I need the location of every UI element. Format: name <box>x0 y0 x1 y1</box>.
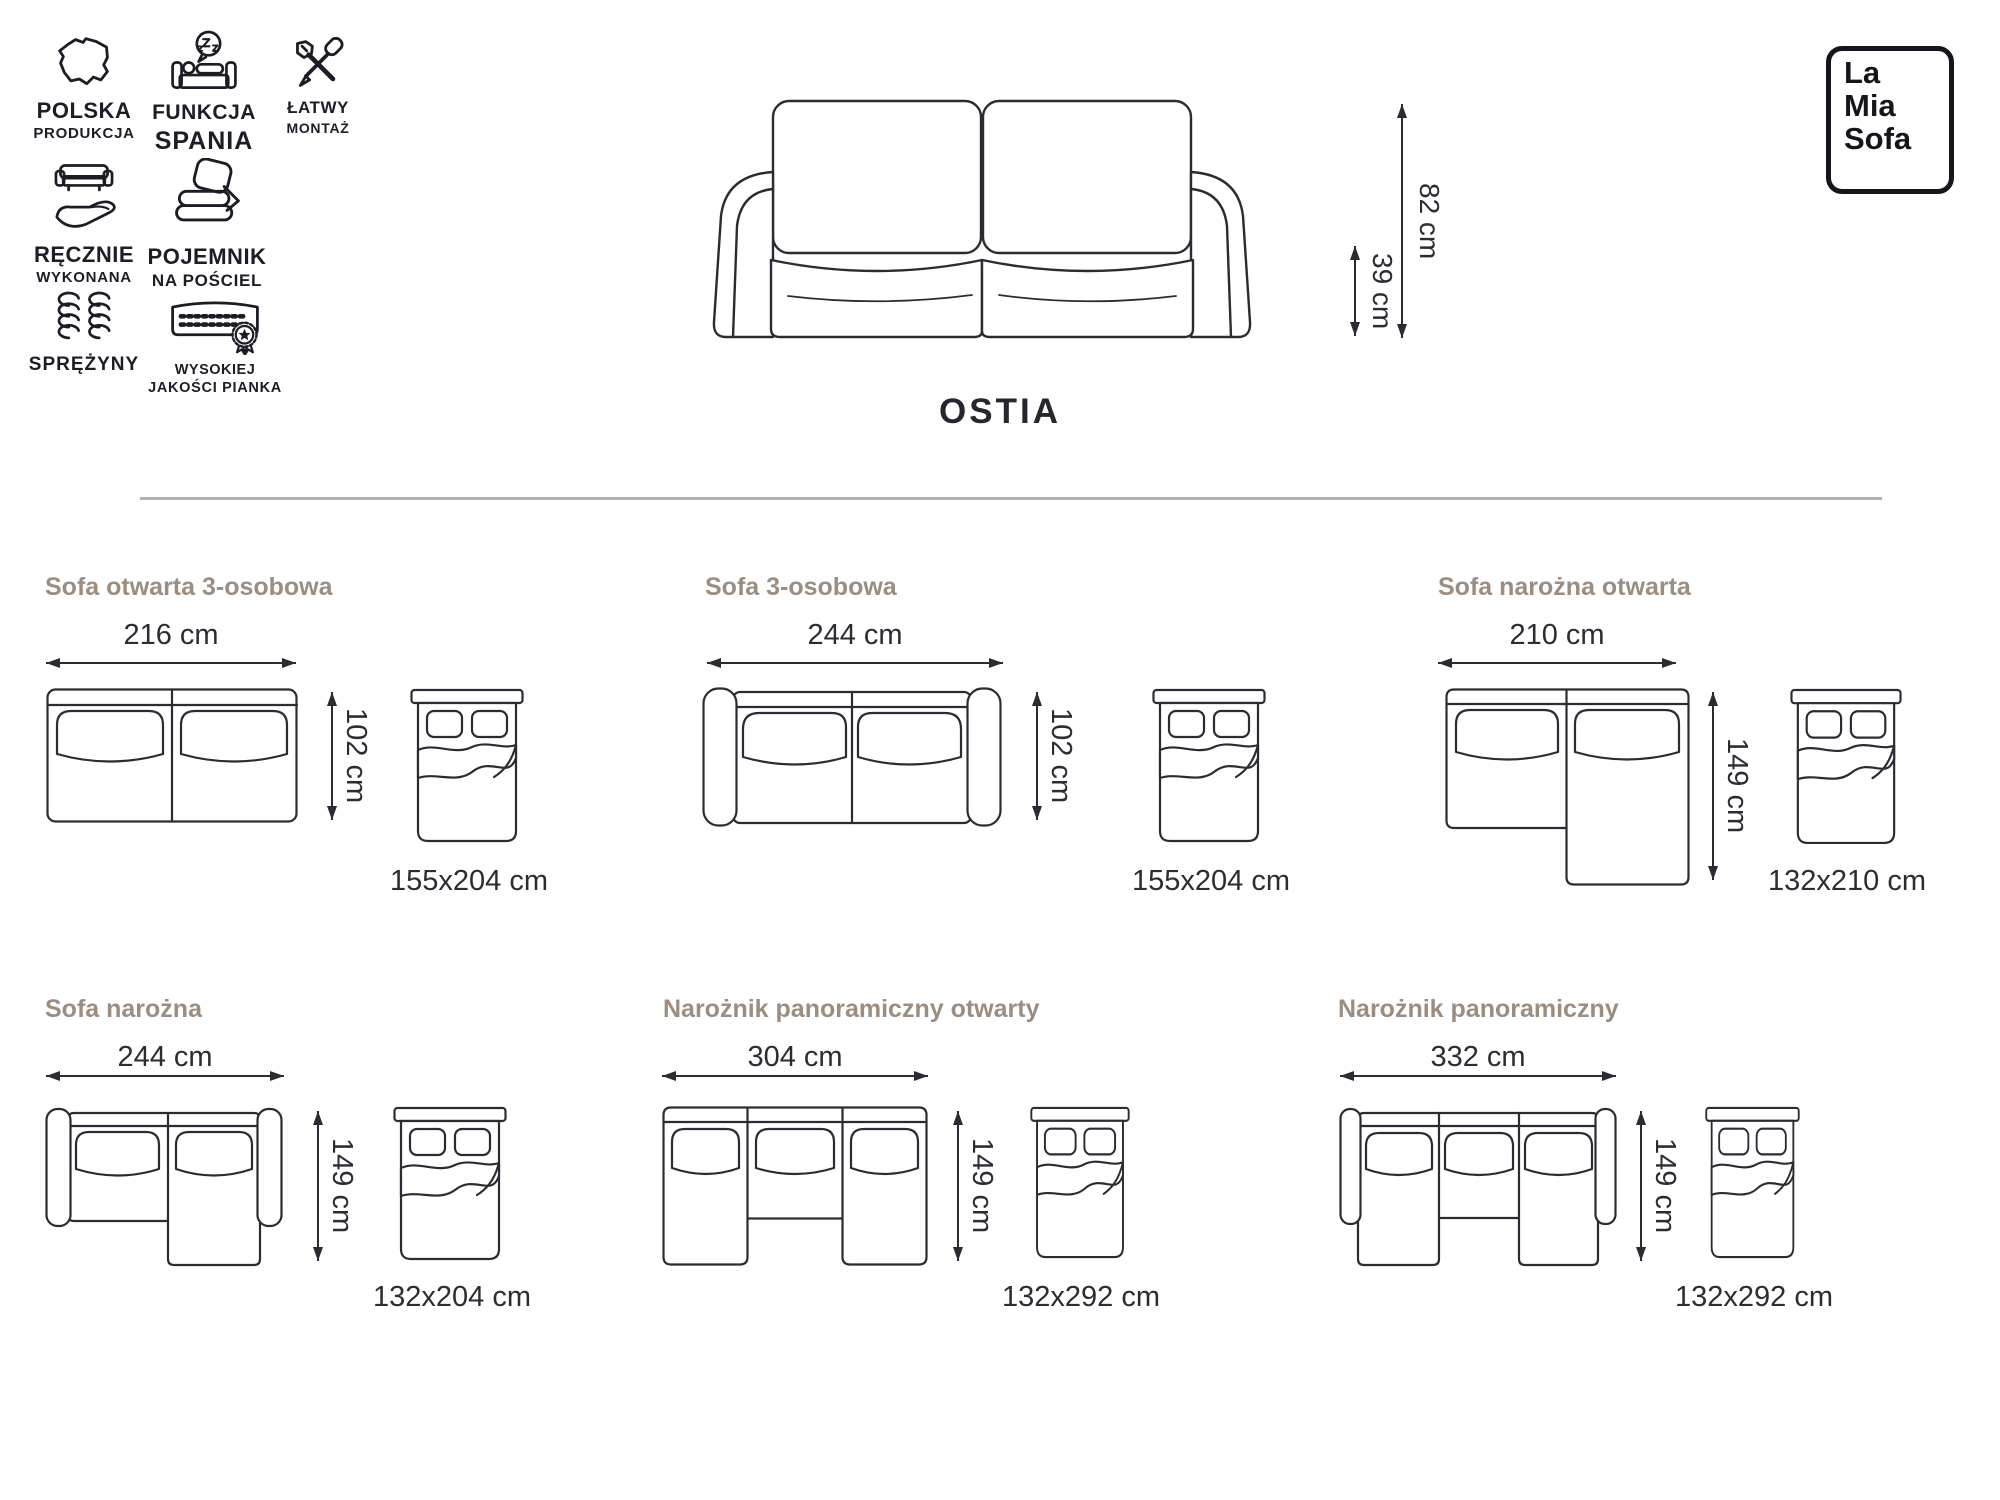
width-dimension-arrow <box>707 662 1003 664</box>
variant-title: Sofa otwarta 3-osobowa <box>45 573 333 601</box>
springs-icon <box>49 290 119 348</box>
width-dimension-arrow <box>46 1075 284 1077</box>
seat-height-arrow <box>1354 246 1356 336</box>
bed-top-view-icon <box>1705 1106 1800 1262</box>
handmade-icon <box>46 162 122 236</box>
feature-sprezyny <box>28 290 140 378</box>
width-dimension-arrow <box>1438 662 1676 664</box>
sofa-top-view-drawing <box>1438 688 1690 886</box>
variant-sofa-narozna-otwarta <box>1438 573 1983 903</box>
variant-sofa-3-osobowa <box>702 573 1290 903</box>
width-dimension-label: 244 cm <box>807 619 903 651</box>
feature-latwy-montaz <box>270 36 366 136</box>
brand-logo-line: Mia <box>1844 87 1896 123</box>
feature-label: ŁATWY <box>287 98 349 117</box>
total-height-label: 82 cm <box>1414 182 1445 260</box>
bed-size-label: 155x204 cm <box>390 865 548 897</box>
variant-sofa-narozna <box>45 995 590 1325</box>
bed-size-label: 132x204 cm <box>373 1281 531 1313</box>
feature-pojemnik-na-posciel <box>144 158 270 291</box>
bed-top-view-icon <box>410 688 524 846</box>
depth-dimension-label: 149 cm <box>1649 1138 1681 1234</box>
feature-label: WYSOKIEJ <box>174 362 256 378</box>
feature-wysokiej-jakosci-pianka <box>148 296 282 396</box>
bedding-storage-icon <box>167 158 247 238</box>
brand-logo-line: Sofa <box>1844 120 1912 156</box>
depth-dimension-label: 149 cm <box>1721 738 1753 834</box>
bed-top-view-icon <box>1790 688 1902 848</box>
brand-logo <box>1826 46 1954 194</box>
feature-sublabel: JAKOŚCI PIANKA <box>148 379 282 396</box>
depth-dimension-label: 149 cm <box>966 1138 998 1234</box>
depth-dimension-arrow <box>1640 1111 1642 1261</box>
feature-sublabel: SPANIA <box>154 127 254 156</box>
width-dimension-label: 304 cm <box>747 1041 843 1073</box>
depth-dimension-label: 149 cm <box>326 1138 358 1234</box>
feature-funkcja-spania <box>146 30 262 156</box>
variant-title: Sofa narożna otwarta <box>1438 573 1691 601</box>
brand-logo-line: La <box>1844 55 1881 90</box>
section-divider <box>140 497 1882 500</box>
bed-top-view-icon <box>1152 688 1266 846</box>
variant-title: Narożnik panoramiczny <box>1338 995 1619 1023</box>
depth-dimension-arrow <box>317 1111 319 1261</box>
sofa-top-view-drawing <box>46 688 298 823</box>
width-dimension-label: 210 cm <box>1509 619 1605 651</box>
depth-dimension-label: 102 cm <box>340 708 372 804</box>
foam-icon <box>167 296 263 355</box>
feature-label: FUNKCJA <box>152 101 256 124</box>
bed-top-view-icon <box>1030 1106 1130 1262</box>
bed-size-label: 132x292 cm <box>1675 1281 1833 1313</box>
width-dimension-arrow <box>662 1075 928 1077</box>
feature-polska-produkcja <box>25 36 143 143</box>
variant-title: Sofa 3-osobowa <box>705 573 897 601</box>
sofa-top-view-drawing <box>662 1106 928 1266</box>
sofa-top-view-drawing <box>1339 1106 1617 1267</box>
feature-sublabel: NA POŚCIEL <box>151 271 263 291</box>
width-dimension-label: 244 cm <box>117 1041 213 1073</box>
depth-dimension-arrow <box>1036 692 1038 820</box>
feature-sublabel: WYKONANA <box>36 269 132 287</box>
width-dimension-arrow <box>1340 1075 1616 1077</box>
feature-sublabel: PRODUKCJA <box>33 125 135 143</box>
feature-recznie-wykonana <box>25 162 143 287</box>
variant-title: Narożnik panoramiczny otwarty <box>663 995 1040 1023</box>
depth-dimension-label: 102 cm <box>1045 708 1077 804</box>
depth-dimension-arrow <box>1712 692 1714 880</box>
feature-label: RĘCZNIE <box>33 242 135 267</box>
depth-dimension-arrow <box>957 1111 959 1261</box>
feature-label: POJEMNIK <box>147 244 267 269</box>
bed-size-label: 132x210 cm <box>1768 865 1926 897</box>
bed-size-label: 155x204 cm <box>1132 865 1290 897</box>
variant-sofa-otwarta-3-osobowa <box>45 573 590 903</box>
feature-sublabel: MONTAŻ <box>286 119 350 136</box>
width-dimension-label: 216 cm <box>123 619 219 651</box>
sofa-front-illustration <box>652 92 1312 344</box>
variant-naroznik-panoramiczny <box>1338 995 1898 1325</box>
variant-naroznik-panoramiczny-otwarty <box>662 995 1222 1325</box>
feature-label: SPRĘŻYNY <box>28 354 140 375</box>
bed-top-view-icon <box>393 1106 507 1264</box>
bed-size-label: 132x292 cm <box>1002 1281 1160 1313</box>
product-title: OSTIA <box>939 392 1061 431</box>
sofa-top-view-drawing <box>45 1106 283 1267</box>
depth-dimension-arrow <box>331 692 333 820</box>
width-dimension-arrow <box>46 662 296 664</box>
sleep-function-icon <box>169 30 239 95</box>
variant-title: Sofa narożna <box>45 995 202 1023</box>
sofa-top-view-drawing <box>702 687 1002 827</box>
seat-height-label: 39 cm <box>1367 252 1398 330</box>
easy-assembly-icon <box>290 36 346 92</box>
total-height-arrow <box>1401 104 1403 338</box>
feature-label: POLSKA <box>36 98 132 123</box>
width-dimension-label: 332 cm <box>1430 1041 1526 1073</box>
poland-map-icon <box>54 36 114 92</box>
